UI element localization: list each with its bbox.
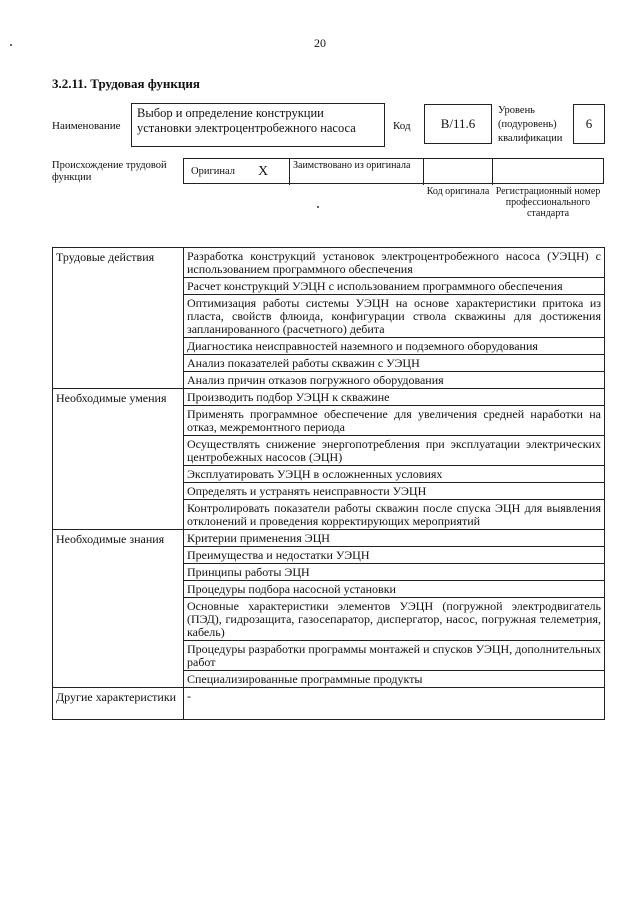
section-title: 3.2.11. Трудовая функция xyxy=(52,76,200,91)
item-cell: Контролировать показатели работы скважин после спуска ЭЦН для выявления отклонений и проведения корректирующих мероприятий xyxy=(184,500,605,530)
item-cell: Анализ показателей работы скважин с УЭЦН xyxy=(184,355,605,372)
item-cell: Специализированные программные продукты xyxy=(184,671,605,688)
reg-caption: Регистрационный номер профессионального стандарта xyxy=(495,186,601,219)
item-cell: Оптимизация работы системы УЭЦН на основе характеристики притока из пласта, свойств флюида, конфигурации ствола скважины для достижения запланированного (расчетного) дебита xyxy=(184,295,605,338)
level-value: 6 xyxy=(573,104,605,144)
item-cell: Эксплуатировать УЭЦН в осложненных условиях xyxy=(184,466,605,483)
category-cell: Другие характеристики xyxy=(53,688,184,720)
item-cell: Процедуры разработки программы монтажей и спусков УЭЦН, дополнительных работ xyxy=(184,641,605,671)
name-label: Наименование xyxy=(52,120,121,132)
item-cell: Определять и устранять неисправности УЭЦН xyxy=(184,483,605,500)
table-row xyxy=(53,688,605,720)
code-caption: Код оригинала xyxy=(426,186,490,197)
item-cell: Основные характеристики элементов УЭЦН (погружной электродвигатель (ПЭД), гидрозащита, газосепаратор, диспергатор, насос, погружная телеметрия, кабель) xyxy=(184,598,605,641)
item-cell: Принципы работы ЭЦН xyxy=(184,564,605,581)
code-label: Код xyxy=(393,120,411,132)
scan-dot xyxy=(317,206,319,208)
item-cell: Разработка конструкций установок электроцентробежного насоса (УЭЦН) с использованием программного обеспечения xyxy=(184,248,605,278)
origin-row xyxy=(183,158,604,184)
borrowed-label: Заимствовано из оригинала xyxy=(289,159,423,185)
function-table xyxy=(52,247,605,720)
item-cell: Расчет конструкций УЭЦН с использованием программного обеспечения xyxy=(184,278,605,295)
original-code-cell xyxy=(423,159,492,185)
table-row xyxy=(53,389,605,406)
item-cell: Преимущества и недостатки УЭЦН xyxy=(184,547,605,564)
item-cell: Применять программное обеспечение для увеличения средней наработки на отказ, межремонтного периода xyxy=(184,406,605,436)
original-mark: X xyxy=(258,164,269,179)
level-label: Уровень (подуровень) квалификации xyxy=(498,105,563,144)
item-cell: Производить подбор УЭЦН к скважине xyxy=(184,389,605,406)
reg-number-cell xyxy=(492,159,605,185)
category-cell: Необходимые знания xyxy=(53,530,184,688)
scan-dot xyxy=(10,44,12,46)
item-cell: Анализ причин отказов погружного оборудования xyxy=(184,372,605,389)
page-number: 20 xyxy=(314,36,326,50)
original-label: Оригинал xyxy=(191,166,235,177)
category-cell: Необходимые умения xyxy=(53,389,184,530)
name-value: Выбор и определение конструкции установки электроцентробежного насоса xyxy=(131,103,385,147)
item-cell: Диагностика неисправностей наземного и подземного оборудования xyxy=(184,338,605,355)
item-cell: Процедуры подбора насосной установки xyxy=(184,581,605,598)
code-value: B/11.6 xyxy=(424,104,492,144)
item-cell: Осуществлять снижение энергопотребления при эксплуатации электрических центробежных насосов (ЭЦН) xyxy=(184,436,605,466)
category-cell: Трудовые действия xyxy=(53,248,184,389)
table-row xyxy=(53,530,605,547)
item-cell: - xyxy=(184,688,605,720)
origin-label: Происхождение трудовой функции xyxy=(52,160,167,183)
item-cell: Критерии применения ЭЦН xyxy=(184,530,605,547)
table-row xyxy=(53,248,605,278)
